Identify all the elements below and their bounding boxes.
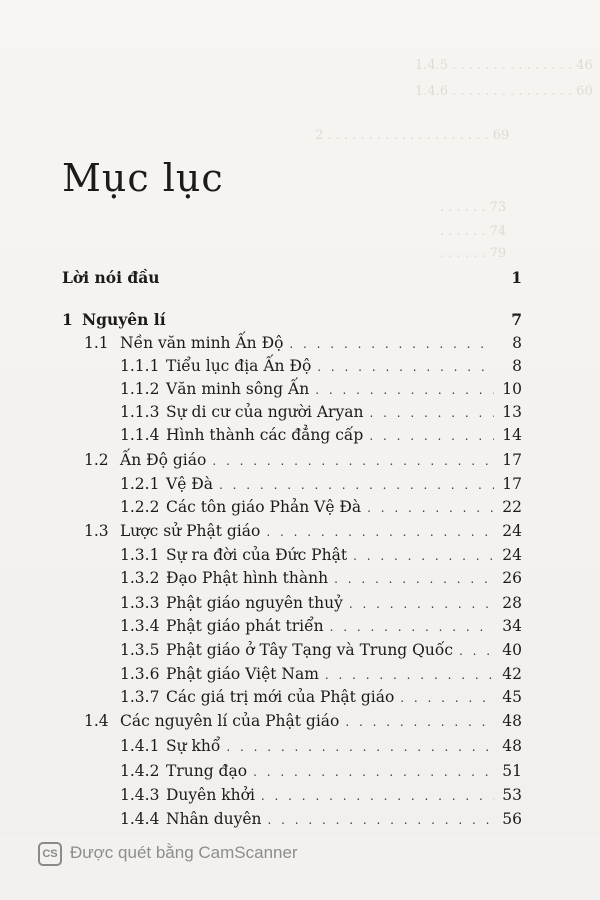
toc-title: Phật giáo phát triển	[166, 617, 324, 635]
toc-entry	[120, 761, 522, 782]
toc-page-number: 17	[502, 451, 522, 469]
toc-title: Các giá trị mới của Phật giáo	[166, 688, 395, 706]
toc-number: 1.4.4	[120, 810, 160, 828]
toc-entry	[120, 545, 522, 566]
toc-title: Tiểu lục địa Ấn Độ	[166, 357, 312, 375]
toc-title: Ấn Độ giáo	[120, 451, 207, 469]
toc-title: Sự di cư của người Aryan	[166, 403, 364, 421]
dot-leader	[345, 712, 494, 732]
toc-number: 1.3.7	[120, 688, 160, 706]
dot-leader	[369, 426, 494, 446]
toc-title: Trung đạo	[166, 762, 248, 780]
toc-page-number: 26	[502, 569, 522, 587]
camscanner-logo-icon: CS	[38, 842, 62, 866]
dot-leader	[212, 451, 494, 471]
dot-leader	[349, 594, 494, 614]
toc-page-number: 14	[502, 426, 522, 444]
toc-number: 1.2.2	[120, 498, 160, 516]
toc-number: 1.1.1	[120, 357, 160, 375]
toc-entry	[62, 268, 522, 289]
dot-leader	[400, 688, 494, 708]
toc-title: Hình thành các đẳng cấp	[166, 426, 364, 444]
toc-number: 1.1.3	[120, 403, 160, 421]
toc-number: 1.1.4	[120, 426, 160, 444]
toc-title: Phật giáo nguyên thuỷ	[166, 594, 343, 612]
toc-title: Lời nói đầu	[62, 268, 160, 287]
dot-leader	[261, 786, 494, 806]
toc-page-number: 17	[502, 475, 522, 493]
toc-entry	[120, 402, 522, 423]
bleed-through: . . . . . . 79	[440, 246, 507, 261]
bleed-through: . . . . . . 73	[440, 200, 507, 215]
toc-number: 1.3.2	[120, 569, 160, 587]
toc-title: Phật giáo ở Tây Tạng và Trung Quốc	[166, 641, 454, 659]
bleed-through: . . . . . . 74	[440, 224, 507, 239]
toc-entry	[120, 809, 522, 830]
toc-page-number: 34	[502, 617, 522, 635]
toc-page-number: 53	[502, 786, 522, 804]
toc-number: 1	[62, 310, 73, 329]
toc-title: Đạo Phật hình thành	[166, 569, 329, 587]
toc-page-number: 10	[502, 380, 522, 398]
toc-title: Sự ra đời của Đức Phật	[166, 546, 348, 564]
toc-title: Vệ Đà	[166, 475, 214, 493]
toc-page-number: 1	[511, 268, 522, 287]
dot-leader	[367, 498, 494, 518]
toc-entry	[84, 333, 522, 354]
dot-leader	[219, 475, 494, 495]
dot-leader	[226, 737, 494, 757]
toc-number: 1.2.1	[120, 475, 160, 493]
dot-leader	[289, 334, 494, 354]
toc-page-number: 22	[502, 498, 522, 516]
toc-entry	[84, 711, 522, 732]
toc-title: Nhân duyên	[166, 810, 262, 828]
toc-number: 1.1.2	[120, 380, 160, 398]
dot-leader	[315, 380, 494, 400]
dot-leader	[369, 403, 494, 423]
toc-number: 1.3.1	[120, 546, 160, 564]
toc-entry	[120, 356, 522, 377]
toc-page-number: 40	[502, 641, 522, 659]
toc-number: 1.4.2	[120, 762, 160, 780]
dot-leader	[268, 810, 494, 830]
toc-page-number: 48	[502, 737, 522, 755]
toc-page-number: 51	[502, 762, 522, 780]
toc-number: 1.1	[84, 334, 109, 352]
toc-title: Phật giáo Việt Nam	[166, 665, 319, 683]
toc-number: 1.3.5	[120, 641, 160, 659]
toc-number: 1.3.3	[120, 594, 160, 612]
bleed-through: 2 . . . . . . . . . . . . . . . . . . . . 69	[315, 128, 510, 143]
toc-number: 1.3	[84, 522, 109, 540]
toc-page-number: 56	[502, 810, 522, 828]
toc-title: Các nguyên lí của Phật giáo	[120, 712, 340, 730]
dot-leader	[334, 569, 494, 589]
toc-title: Nền văn minh Ấn Độ	[120, 334, 284, 352]
watermark-text: Được quét bằng CamScanner	[70, 843, 298, 862]
toc-page-number: 24	[502, 522, 522, 540]
toc-entry	[120, 640, 522, 661]
toc-page-number: 7	[511, 310, 522, 329]
dot-leader	[253, 762, 494, 782]
toc-page-number: 42	[502, 665, 522, 683]
toc-entry	[120, 568, 522, 589]
dot-leader	[330, 617, 494, 637]
toc-number: 1.2	[84, 451, 109, 469]
toc-page-number: 28	[502, 594, 522, 612]
toc-title: Sự khổ	[166, 737, 221, 755]
toc-entry	[120, 664, 522, 685]
toc-entry	[84, 521, 522, 542]
toc-page-number: 24	[502, 546, 522, 564]
toc-page-number: 8	[512, 334, 522, 352]
toc-page-number: 45	[502, 688, 522, 706]
toc-entry	[120, 616, 522, 637]
toc-page-number: 8	[512, 357, 522, 375]
toc-number: 1.3.4	[120, 617, 160, 635]
toc-number: 1.4.3	[120, 786, 160, 804]
toc-entry	[120, 497, 522, 518]
bleed-through: 1.4.5 . . . . . . . . . . . . . . . 46	[415, 58, 593, 73]
toc-title: Lược sử Phật giáo	[120, 522, 261, 540]
dot-leader	[353, 546, 494, 566]
toc-title: Duyên khởi	[166, 786, 255, 804]
toc-number: 1.4	[84, 712, 109, 730]
toc-number: 1.3.6	[120, 665, 160, 683]
toc-title: Văn minh sông Ấn	[166, 380, 310, 398]
toc-entry	[120, 687, 522, 708]
page-title: Mục lục	[62, 156, 224, 200]
dot-leader	[459, 641, 494, 661]
toc-number: 1.4.1	[120, 737, 160, 755]
toc-title: Nguyên lí	[82, 310, 166, 329]
toc-page-number: 48	[502, 712, 522, 730]
dot-leader	[317, 357, 494, 377]
toc-entry	[120, 379, 522, 400]
dot-leader	[325, 665, 494, 685]
bleed-through: 1.4.6 . . . . . . . . . . . . . . . 60	[415, 84, 593, 99]
toc-entry	[84, 450, 522, 471]
toc-entry	[120, 474, 522, 495]
toc-entry	[120, 593, 522, 614]
toc-entry	[120, 736, 522, 757]
toc-entry	[62, 310, 522, 331]
dot-leader	[266, 522, 494, 542]
toc-title: Các tôn giáo Phản Vệ Đà	[166, 498, 362, 516]
toc-entry	[120, 425, 522, 446]
toc-page-number: 13	[502, 403, 522, 421]
toc-entry	[120, 785, 522, 806]
